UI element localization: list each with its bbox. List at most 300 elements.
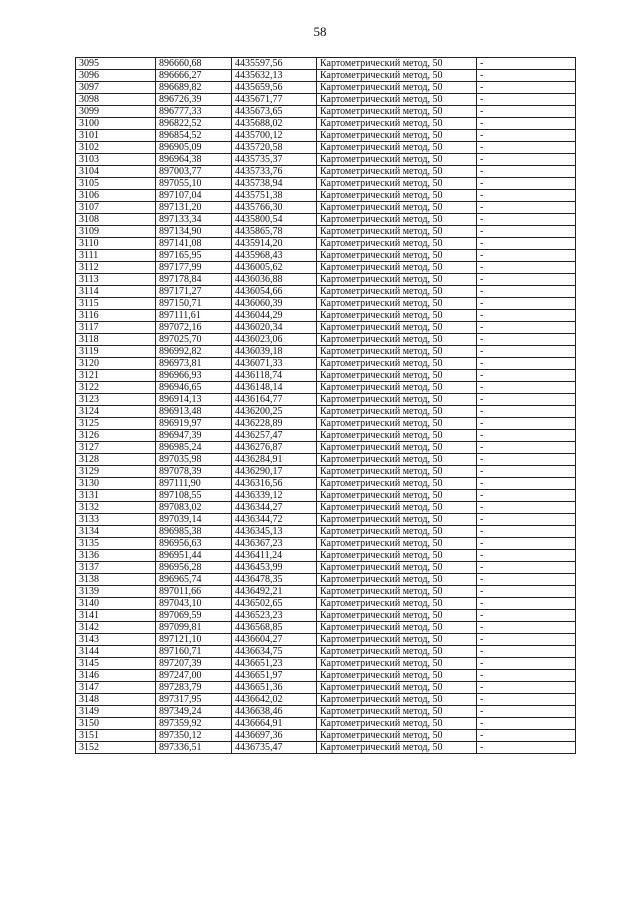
method-cell: Картометрический метод, 50 bbox=[317, 94, 477, 106]
y-coordinate-cell: 4435671,77 bbox=[232, 94, 317, 106]
extra-cell: - bbox=[477, 106, 576, 118]
table-row bbox=[76, 154, 576, 166]
table-row bbox=[76, 646, 576, 658]
method-cell: Картометрический метод, 50 bbox=[317, 490, 477, 502]
table-row bbox=[76, 742, 576, 754]
x-coordinate-cell: 897072,16 bbox=[156, 322, 232, 334]
table-row bbox=[76, 574, 576, 586]
extra-cell: - bbox=[477, 646, 576, 658]
point-number-cell: 3152 bbox=[76, 742, 156, 754]
extra-cell: - bbox=[477, 514, 576, 526]
coordinates-table bbox=[75, 57, 576, 754]
table-row bbox=[76, 610, 576, 622]
x-coordinate-cell: 896992,82 bbox=[156, 346, 232, 358]
extra-cell: - bbox=[477, 82, 576, 94]
x-coordinate-cell: 896689,82 bbox=[156, 82, 232, 94]
extra-cell: - bbox=[477, 178, 576, 190]
extra-cell: - bbox=[477, 466, 576, 478]
point-number-cell: 3100 bbox=[76, 118, 156, 130]
table-row bbox=[76, 58, 576, 70]
point-number-cell: 3098 bbox=[76, 94, 156, 106]
point-number-cell: 3104 bbox=[76, 166, 156, 178]
page-number: 58 bbox=[313, 24, 327, 39]
point-number-cell: 3147 bbox=[76, 682, 156, 694]
point-number-cell: 3106 bbox=[76, 190, 156, 202]
point-number-cell: 3144 bbox=[76, 646, 156, 658]
method-cell: Картометрический метод, 50 bbox=[317, 238, 477, 250]
extra-cell: - bbox=[477, 490, 576, 502]
y-coordinate-cell: 4436367,23 bbox=[232, 538, 317, 550]
y-coordinate-cell: 4435688,02 bbox=[232, 118, 317, 130]
point-number-cell: 3102 bbox=[76, 142, 156, 154]
table-row bbox=[76, 274, 576, 286]
x-coordinate-cell: 896956,63 bbox=[156, 538, 232, 550]
x-coordinate-cell: 896777,33 bbox=[156, 106, 232, 118]
point-number-cell: 3117 bbox=[76, 322, 156, 334]
x-coordinate-cell: 897035,98 bbox=[156, 454, 232, 466]
x-coordinate-cell: 897359,92 bbox=[156, 718, 232, 730]
table-row bbox=[76, 478, 576, 490]
x-coordinate-cell: 896913,48 bbox=[156, 406, 232, 418]
x-coordinate-cell: 897141,08 bbox=[156, 238, 232, 250]
table-row bbox=[76, 394, 576, 406]
point-number-cell: 3132 bbox=[76, 502, 156, 514]
method-cell: Картометрический метод, 50 bbox=[317, 550, 477, 562]
table-row bbox=[76, 202, 576, 214]
method-cell: Картометрический метод, 50 bbox=[317, 142, 477, 154]
x-coordinate-cell: 896965,74 bbox=[156, 574, 232, 586]
table-row bbox=[76, 166, 576, 178]
method-cell: Картометрический метод, 50 bbox=[317, 394, 477, 406]
method-cell: Картометрический метод, 50 bbox=[317, 190, 477, 202]
table-row bbox=[76, 346, 576, 358]
method-cell: Картометрический метод, 50 bbox=[317, 370, 477, 382]
method-cell: Картометрический метод, 50 bbox=[317, 262, 477, 274]
x-coordinate-cell: 896660,68 bbox=[156, 58, 232, 70]
table-row bbox=[76, 622, 576, 634]
point-number-cell: 3135 bbox=[76, 538, 156, 550]
y-coordinate-cell: 4435659,56 bbox=[232, 82, 317, 94]
x-coordinate-cell: 896985,24 bbox=[156, 442, 232, 454]
y-coordinate-cell: 4436054,66 bbox=[232, 286, 317, 298]
y-coordinate-cell: 4436020,34 bbox=[232, 322, 317, 334]
y-coordinate-cell: 4435632,13 bbox=[232, 70, 317, 82]
table-row bbox=[76, 286, 576, 298]
extra-cell: - bbox=[477, 322, 576, 334]
x-coordinate-cell: 896822,52 bbox=[156, 118, 232, 130]
y-coordinate-cell: 4436339,12 bbox=[232, 490, 317, 502]
table-row bbox=[76, 502, 576, 514]
method-cell: Картометрический метод, 50 bbox=[317, 106, 477, 118]
table-row bbox=[76, 550, 576, 562]
extra-cell: - bbox=[477, 142, 576, 154]
x-coordinate-cell: 896914,13 bbox=[156, 394, 232, 406]
x-coordinate-cell: 897171,27 bbox=[156, 286, 232, 298]
extra-cell: - bbox=[477, 622, 576, 634]
y-coordinate-cell: 4436071,33 bbox=[232, 358, 317, 370]
method-cell: Картометрический метод, 50 bbox=[317, 718, 477, 730]
x-coordinate-cell: 897055,10 bbox=[156, 178, 232, 190]
table-row bbox=[76, 670, 576, 682]
extra-cell: - bbox=[477, 538, 576, 550]
y-coordinate-cell: 4436523,23 bbox=[232, 610, 317, 622]
extra-cell: - bbox=[477, 682, 576, 694]
extra-cell: - bbox=[477, 154, 576, 166]
extra-cell: - bbox=[477, 334, 576, 346]
method-cell: Картометрический метод, 50 bbox=[317, 466, 477, 478]
y-coordinate-cell: 4436735,47 bbox=[232, 742, 317, 754]
y-coordinate-cell: 4436478,35 bbox=[232, 574, 317, 586]
table-row bbox=[76, 538, 576, 550]
table-row bbox=[76, 406, 576, 418]
point-number-cell: 3130 bbox=[76, 478, 156, 490]
extra-cell: - bbox=[477, 70, 576, 82]
point-number-cell: 3114 bbox=[76, 286, 156, 298]
method-cell: Картометрический метод, 50 bbox=[317, 670, 477, 682]
method-cell: Картометрический метод, 50 bbox=[317, 166, 477, 178]
x-coordinate-cell: 897099,81 bbox=[156, 622, 232, 634]
extra-cell: - bbox=[477, 598, 576, 610]
y-coordinate-cell: 4436257,47 bbox=[232, 430, 317, 442]
point-number-cell: 3131 bbox=[76, 490, 156, 502]
x-coordinate-cell: 897177,99 bbox=[156, 262, 232, 274]
method-cell: Картометрический метод, 50 bbox=[317, 178, 477, 190]
x-coordinate-cell: 897247,00 bbox=[156, 670, 232, 682]
x-coordinate-cell: 896919,97 bbox=[156, 418, 232, 430]
table-row bbox=[76, 706, 576, 718]
table-row bbox=[76, 562, 576, 574]
x-coordinate-cell: 897121,10 bbox=[156, 634, 232, 646]
extra-cell: - bbox=[477, 310, 576, 322]
y-coordinate-cell: 4435800,54 bbox=[232, 214, 317, 226]
point-number-cell: 3101 bbox=[76, 130, 156, 142]
y-coordinate-cell: 4435673,65 bbox=[232, 106, 317, 118]
y-coordinate-cell: 4435720,58 bbox=[232, 142, 317, 154]
method-cell: Картометрический метод, 50 bbox=[317, 298, 477, 310]
extra-cell: - bbox=[477, 406, 576, 418]
extra-cell: - bbox=[477, 562, 576, 574]
extra-cell: - bbox=[477, 706, 576, 718]
point-number-cell: 3097 bbox=[76, 82, 156, 94]
y-coordinate-cell: 4436316,56 bbox=[232, 478, 317, 490]
x-coordinate-cell: 897160,71 bbox=[156, 646, 232, 658]
point-number-cell: 3115 bbox=[76, 298, 156, 310]
point-number-cell: 3120 bbox=[76, 358, 156, 370]
table-row bbox=[76, 298, 576, 310]
method-cell: Картометрический метод, 50 bbox=[317, 202, 477, 214]
x-coordinate-cell: 896985,38 bbox=[156, 526, 232, 538]
extra-cell: - bbox=[477, 574, 576, 586]
extra-cell: - bbox=[477, 262, 576, 274]
point-number-cell: 3121 bbox=[76, 370, 156, 382]
extra-cell: - bbox=[477, 730, 576, 742]
y-coordinate-cell: 4435597,56 bbox=[232, 58, 317, 70]
x-coordinate-cell: 897111,90 bbox=[156, 478, 232, 490]
y-coordinate-cell: 4436164,77 bbox=[232, 394, 317, 406]
y-coordinate-cell: 4435751,38 bbox=[232, 190, 317, 202]
method-cell: Картометрический метод, 50 bbox=[317, 658, 477, 670]
table-row bbox=[76, 178, 576, 190]
y-coordinate-cell: 4435865,78 bbox=[232, 226, 317, 238]
x-coordinate-cell: 896947,39 bbox=[156, 430, 232, 442]
y-coordinate-cell: 4436044,29 bbox=[232, 310, 317, 322]
extra-cell: - bbox=[477, 298, 576, 310]
method-cell: Картометрический метод, 50 bbox=[317, 730, 477, 742]
y-coordinate-cell: 4436502,65 bbox=[232, 598, 317, 610]
extra-cell: - bbox=[477, 358, 576, 370]
x-coordinate-cell: 897150,71 bbox=[156, 298, 232, 310]
y-coordinate-cell: 4436345,13 bbox=[232, 526, 317, 538]
y-coordinate-cell: 4436664,91 bbox=[232, 718, 317, 730]
method-cell: Картометрический метод, 50 bbox=[317, 526, 477, 538]
method-cell: Картометрический метод, 50 bbox=[317, 706, 477, 718]
extra-cell: - bbox=[477, 394, 576, 406]
method-cell: Картометрический метод, 50 bbox=[317, 694, 477, 706]
point-number-cell: 3126 bbox=[76, 430, 156, 442]
y-coordinate-cell: 4435738,94 bbox=[232, 178, 317, 190]
y-coordinate-cell: 4436284,91 bbox=[232, 454, 317, 466]
point-number-cell: 3129 bbox=[76, 466, 156, 478]
x-coordinate-cell: 897165,95 bbox=[156, 250, 232, 262]
y-coordinate-cell: 4436638,46 bbox=[232, 706, 317, 718]
x-coordinate-cell: 896973,81 bbox=[156, 358, 232, 370]
point-number-cell: 3111 bbox=[76, 250, 156, 262]
table-row bbox=[76, 322, 576, 334]
point-number-cell: 3116 bbox=[76, 310, 156, 322]
extra-cell: - bbox=[477, 118, 576, 130]
x-coordinate-cell: 896666,27 bbox=[156, 70, 232, 82]
table-row bbox=[76, 430, 576, 442]
table-row bbox=[76, 682, 576, 694]
point-number-cell: 3118 bbox=[76, 334, 156, 346]
point-number-cell: 3146 bbox=[76, 670, 156, 682]
table-row bbox=[76, 466, 576, 478]
y-coordinate-cell: 4435700,12 bbox=[232, 130, 317, 142]
method-cell: Картометрический метод, 50 bbox=[317, 310, 477, 322]
x-coordinate-cell: 897069,59 bbox=[156, 610, 232, 622]
table-row bbox=[76, 694, 576, 706]
table-row bbox=[76, 334, 576, 346]
table-row bbox=[76, 454, 576, 466]
table-row bbox=[76, 94, 576, 106]
method-cell: Картометрический метод, 50 bbox=[317, 250, 477, 262]
point-number-cell: 3136 bbox=[76, 550, 156, 562]
point-number-cell: 3099 bbox=[76, 106, 156, 118]
y-coordinate-cell: 4435733,76 bbox=[232, 166, 317, 178]
table-row bbox=[76, 658, 576, 670]
y-coordinate-cell: 4436005,62 bbox=[232, 262, 317, 274]
extra-cell: - bbox=[477, 634, 576, 646]
point-number-cell: 3108 bbox=[76, 214, 156, 226]
y-coordinate-cell: 4436344,27 bbox=[232, 502, 317, 514]
x-coordinate-cell: 897317,95 bbox=[156, 694, 232, 706]
x-coordinate-cell: 896951,44 bbox=[156, 550, 232, 562]
table-body bbox=[76, 58, 576, 754]
extra-cell: - bbox=[477, 418, 576, 430]
x-coordinate-cell: 897078,39 bbox=[156, 466, 232, 478]
point-number-cell: 3095 bbox=[76, 58, 156, 70]
extra-cell: - bbox=[477, 550, 576, 562]
x-coordinate-cell: 897083,02 bbox=[156, 502, 232, 514]
x-coordinate-cell: 896854,52 bbox=[156, 130, 232, 142]
x-coordinate-cell: 897108,55 bbox=[156, 490, 232, 502]
y-coordinate-cell: 4436290,17 bbox=[232, 466, 317, 478]
method-cell: Картометрический метод, 50 bbox=[317, 682, 477, 694]
y-coordinate-cell: 4436023,06 bbox=[232, 334, 317, 346]
table-row bbox=[76, 262, 576, 274]
y-coordinate-cell: 4435735,37 bbox=[232, 154, 317, 166]
extra-cell: - bbox=[477, 166, 576, 178]
point-number-cell: 3113 bbox=[76, 274, 156, 286]
y-coordinate-cell: 4436697,36 bbox=[232, 730, 317, 742]
extra-cell: - bbox=[477, 190, 576, 202]
table-row bbox=[76, 82, 576, 94]
y-coordinate-cell: 4436453,99 bbox=[232, 562, 317, 574]
method-cell: Картометрический метод, 50 bbox=[317, 58, 477, 70]
y-coordinate-cell: 4436118,74 bbox=[232, 370, 317, 382]
point-number-cell: 3103 bbox=[76, 154, 156, 166]
point-number-cell: 3151 bbox=[76, 730, 156, 742]
point-number-cell: 3128 bbox=[76, 454, 156, 466]
method-cell: Картометрический метод, 50 bbox=[317, 502, 477, 514]
table-row bbox=[76, 490, 576, 502]
table-row bbox=[76, 382, 576, 394]
table-row bbox=[76, 106, 576, 118]
x-coordinate-cell: 896966,93 bbox=[156, 370, 232, 382]
extra-cell: - bbox=[477, 430, 576, 442]
x-coordinate-cell: 897283,79 bbox=[156, 682, 232, 694]
y-coordinate-cell: 4436039,18 bbox=[232, 346, 317, 358]
method-cell: Картометрический метод, 50 bbox=[317, 514, 477, 526]
method-cell: Картометрический метод, 50 bbox=[317, 406, 477, 418]
table-row bbox=[76, 730, 576, 742]
point-number-cell: 3105 bbox=[76, 178, 156, 190]
table-row bbox=[76, 142, 576, 154]
y-coordinate-cell: 4435766,30 bbox=[232, 202, 317, 214]
point-number-cell: 3125 bbox=[76, 418, 156, 430]
extra-cell: - bbox=[477, 658, 576, 670]
method-cell: Картометрический метод, 50 bbox=[317, 646, 477, 658]
extra-cell: - bbox=[477, 202, 576, 214]
extra-cell: - bbox=[477, 694, 576, 706]
x-coordinate-cell: 897349,24 bbox=[156, 706, 232, 718]
table-row bbox=[76, 358, 576, 370]
x-coordinate-cell: 897043,10 bbox=[156, 598, 232, 610]
extra-cell: - bbox=[477, 454, 576, 466]
table-row bbox=[76, 586, 576, 598]
method-cell: Картометрический метод, 50 bbox=[317, 82, 477, 94]
point-number-cell: 3148 bbox=[76, 694, 156, 706]
method-cell: Картометрический метод, 50 bbox=[317, 346, 477, 358]
extra-cell: - bbox=[477, 382, 576, 394]
y-coordinate-cell: 4436604,27 bbox=[232, 634, 317, 646]
method-cell: Картометрический метод, 50 bbox=[317, 538, 477, 550]
x-coordinate-cell: 897003,77 bbox=[156, 166, 232, 178]
extra-cell: - bbox=[477, 502, 576, 514]
x-coordinate-cell: 897107,04 bbox=[156, 190, 232, 202]
point-number-cell: 3110 bbox=[76, 238, 156, 250]
x-coordinate-cell: 897025,70 bbox=[156, 334, 232, 346]
x-coordinate-cell: 897178,84 bbox=[156, 274, 232, 286]
extra-cell: - bbox=[477, 226, 576, 238]
table-row bbox=[76, 310, 576, 322]
point-number-cell: 3134 bbox=[76, 526, 156, 538]
extra-cell: - bbox=[477, 742, 576, 754]
point-number-cell: 3127 bbox=[76, 442, 156, 454]
extra-cell: - bbox=[477, 670, 576, 682]
extra-cell: - bbox=[477, 478, 576, 490]
extra-cell: - bbox=[477, 586, 576, 598]
extra-cell: - bbox=[477, 94, 576, 106]
method-cell: Картометрический метод, 50 bbox=[317, 442, 477, 454]
point-number-cell: 3143 bbox=[76, 634, 156, 646]
method-cell: Картометрический метод, 50 bbox=[317, 118, 477, 130]
table-row bbox=[76, 226, 576, 238]
y-coordinate-cell: 4436344,72 bbox=[232, 514, 317, 526]
x-coordinate-cell: 897134,90 bbox=[156, 226, 232, 238]
table-row bbox=[76, 70, 576, 82]
x-coordinate-cell: 897111,61 bbox=[156, 310, 232, 322]
extra-cell: - bbox=[477, 610, 576, 622]
method-cell: Картометрический метод, 50 bbox=[317, 70, 477, 82]
table-row bbox=[76, 250, 576, 262]
method-cell: Картометрический метод, 50 bbox=[317, 214, 477, 226]
x-coordinate-cell: 897039,14 bbox=[156, 514, 232, 526]
point-number-cell: 3112 bbox=[76, 262, 156, 274]
method-cell: Картометрический метод, 50 bbox=[317, 358, 477, 370]
method-cell: Картометрический метод, 50 bbox=[317, 382, 477, 394]
y-coordinate-cell: 4436276,87 bbox=[232, 442, 317, 454]
table-row bbox=[76, 238, 576, 250]
point-number-cell: 3142 bbox=[76, 622, 156, 634]
point-number-cell: 3138 bbox=[76, 574, 156, 586]
method-cell: Картометрический метод, 50 bbox=[317, 586, 477, 598]
point-number-cell: 3096 bbox=[76, 70, 156, 82]
method-cell: Картометрический метод, 50 bbox=[317, 454, 477, 466]
x-coordinate-cell: 897350,12 bbox=[156, 730, 232, 742]
method-cell: Картометрический метод, 50 bbox=[317, 130, 477, 142]
table-row bbox=[76, 130, 576, 142]
extra-cell: - bbox=[477, 718, 576, 730]
x-coordinate-cell: 896905,09 bbox=[156, 142, 232, 154]
method-cell: Картометрический метод, 50 bbox=[317, 742, 477, 754]
method-cell: Картометрический метод, 50 bbox=[317, 154, 477, 166]
table-row bbox=[76, 598, 576, 610]
y-coordinate-cell: 4436651,97 bbox=[232, 670, 317, 682]
extra-cell: - bbox=[477, 130, 576, 142]
method-cell: Картометрический метод, 50 bbox=[317, 622, 477, 634]
point-number-cell: 3119 bbox=[76, 346, 156, 358]
extra-cell: - bbox=[477, 442, 576, 454]
y-coordinate-cell: 4436634,75 bbox=[232, 646, 317, 658]
point-number-cell: 3137 bbox=[76, 562, 156, 574]
method-cell: Картометрический метод, 50 bbox=[317, 418, 477, 430]
point-number-cell: 3124 bbox=[76, 406, 156, 418]
y-coordinate-cell: 4436411,24 bbox=[232, 550, 317, 562]
method-cell: Картометрический метод, 50 bbox=[317, 286, 477, 298]
table-row bbox=[76, 442, 576, 454]
x-coordinate-cell: 897131,20 bbox=[156, 202, 232, 214]
y-coordinate-cell: 4435914,20 bbox=[232, 238, 317, 250]
point-number-cell: 3145 bbox=[76, 658, 156, 670]
y-coordinate-cell: 4436060,39 bbox=[232, 298, 317, 310]
extra-cell: - bbox=[477, 214, 576, 226]
y-coordinate-cell: 4436200,25 bbox=[232, 406, 317, 418]
table-row bbox=[76, 718, 576, 730]
method-cell: Картометрический метод, 50 bbox=[317, 226, 477, 238]
method-cell: Картометрический метод, 50 bbox=[317, 334, 477, 346]
table-row bbox=[76, 214, 576, 226]
